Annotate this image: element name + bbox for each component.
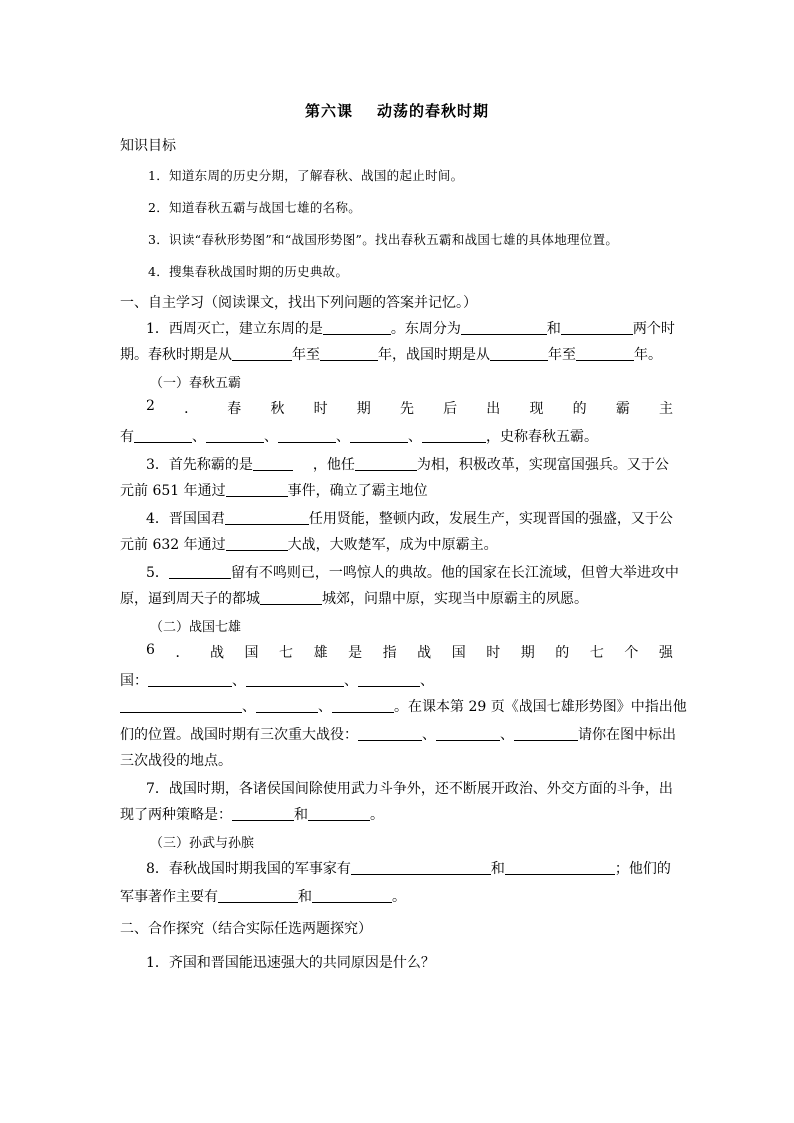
question-8-line-2: 军事著作主要有 和 。 — [120, 889, 406, 905]
answer-blank[interactable] — [256, 698, 318, 713]
section2-heading: 二、合作探究（结合实际任选两题探究） — [120, 921, 372, 937]
answer-blank[interactable] — [320, 346, 378, 361]
answer-blank[interactable] — [120, 698, 242, 713]
answer-blank[interactable] — [323, 320, 391, 335]
question-2-line-2: 有 、 、 、 、 ，史称春秋五霸。 — [120, 429, 598, 445]
answer-blank[interactable] — [332, 698, 394, 713]
answer-blank[interactable] — [436, 726, 500, 741]
lesson-name: 动荡的春秋时期 — [377, 102, 490, 120]
answer-blank[interactable] — [206, 428, 264, 443]
question-6-line-1: 6 ． 战 国 七 雄 是 指 战 国 时 期 的 七 个 强 — [146, 642, 673, 661]
question-6-line-4: 们的位置。战国时期有三次重大战役： 、 、 请你在图中标出 — [120, 727, 676, 743]
answer-blank[interactable] — [576, 346, 634, 361]
answer-blank[interactable] — [232, 346, 292, 361]
answer-blank[interactable] — [514, 726, 578, 741]
question-8-line-1: 8．春秋战国时期我国的军事家有 和 ；他们的 — [146, 861, 671, 877]
objective-item: 1．知道东周的历史分期，了解春秋、战国的起止时间。 — [148, 168, 464, 183]
answer-blank[interactable] — [355, 456, 417, 471]
answer-blank[interactable] — [260, 590, 322, 605]
answer-blank[interactable] — [218, 888, 298, 903]
question-3-line-2: 元前 651 年通过 事件，确立了霸主地位 — [120, 483, 428, 499]
answer-blank[interactable] — [246, 672, 344, 687]
objective-item: 2．知道春秋五霸与战国七雄的名称。 — [148, 200, 362, 215]
question-1-line-1: 1．西周灭亡，建立东周的是 。东周分为 和 两个时 — [146, 321, 675, 337]
answer-blank[interactable] — [350, 428, 408, 443]
section2-question-1: 1．齐国和晋国能迅速强大的共同原因是什么？ — [146, 955, 435, 971]
answer-blank[interactable] — [226, 536, 288, 551]
answer-blank[interactable] — [226, 482, 288, 497]
answer-blank[interactable] — [148, 672, 232, 687]
answer-blank[interactable] — [561, 320, 633, 335]
answer-blank[interactable] — [358, 672, 420, 687]
answer-blank[interactable] — [225, 510, 309, 525]
answer-blank[interactable] — [232, 806, 294, 821]
answer-blank[interactable] — [351, 860, 491, 875]
answer-blank[interactable] — [461, 320, 547, 335]
question-1-line-2: 期。春秋时期是从 年至 年，战国时期是从 年至 年。 — [120, 347, 662, 363]
answer-blank[interactable] — [422, 428, 486, 443]
question-4-line-2: 元前 632 年通过 大战，大败楚军，成为中原霸主。 — [120, 537, 498, 553]
question-5-line-2: 原，逼到周天子的都城 城郊，问鼎中原，实现当中原霸主的夙愿。 — [120, 591, 588, 607]
objectives-heading: 知识目标 — [120, 138, 176, 154]
question-7-line-1: 7．战国时期，各诸侯国间除使用武力斗争外，还不断展开政治、外交方面的斗争，出 — [146, 781, 673, 797]
answer-blank[interactable] — [312, 888, 392, 903]
question-4-line-1: 4．晋国国君 任用贤能，整顿内政，发展生产，实现晋国的强盛，又于公 — [146, 511, 673, 527]
lesson-title — [0, 100, 794, 121]
answer-blank[interactable] — [358, 726, 422, 741]
question-6-line-2: 国： 、 、 、 — [120, 673, 434, 689]
answer-blank[interactable] — [278, 428, 336, 443]
question-6-line-3: 、 、 。在课本第 29 页《战国七雄形势图》中指出他 — [120, 696, 687, 716]
answer-blank[interactable] — [490, 346, 548, 361]
question-7-line-2: 现了两种策略是： 和 。 — [120, 807, 384, 823]
answer-blank[interactable] — [169, 564, 231, 579]
objective-item: 4．搜集春秋战国时期的历史典故。 — [148, 264, 349, 279]
section1-heading: 一、自主学习（阅读课文，找出下列问题的答案并记忆。） — [120, 295, 477, 311]
answer-blank[interactable] — [505, 860, 615, 875]
objective-item: 3．识读“春秋形势图”和“战国形势图”。找出春秋五霸和战国七雄的具体地理位置。 — [148, 232, 619, 247]
question-5-line-1: 5． 留有不鸣则已，一鸣惊人的典故。他的国家在长江流域，但曾大举进攻中 — [146, 565, 679, 581]
lesson-number: 第六课 — [304, 102, 353, 120]
subheading-sunwu-sunbin: （三）孙武与孙膑 — [150, 836, 255, 851]
question-2-line-1: 2 ． 春 秋 时 期 先 后 出 现 的 霸 主 — [146, 398, 673, 417]
subheading-five-hegemons: （一）春秋五霸 — [150, 376, 242, 391]
answer-blank[interactable] — [253, 456, 293, 471]
subheading-seven-states: （二）战国七雄 — [150, 620, 242, 635]
question-3-line-1: 3．首先称霸的是 ，他任 为相，积极改革，实现富国强兵。又于公 — [146, 457, 669, 473]
question-6-line-5: 三次战役的地点。 — [120, 753, 232, 769]
answer-blank[interactable] — [134, 428, 192, 443]
answer-blank[interactable] — [308, 806, 370, 821]
